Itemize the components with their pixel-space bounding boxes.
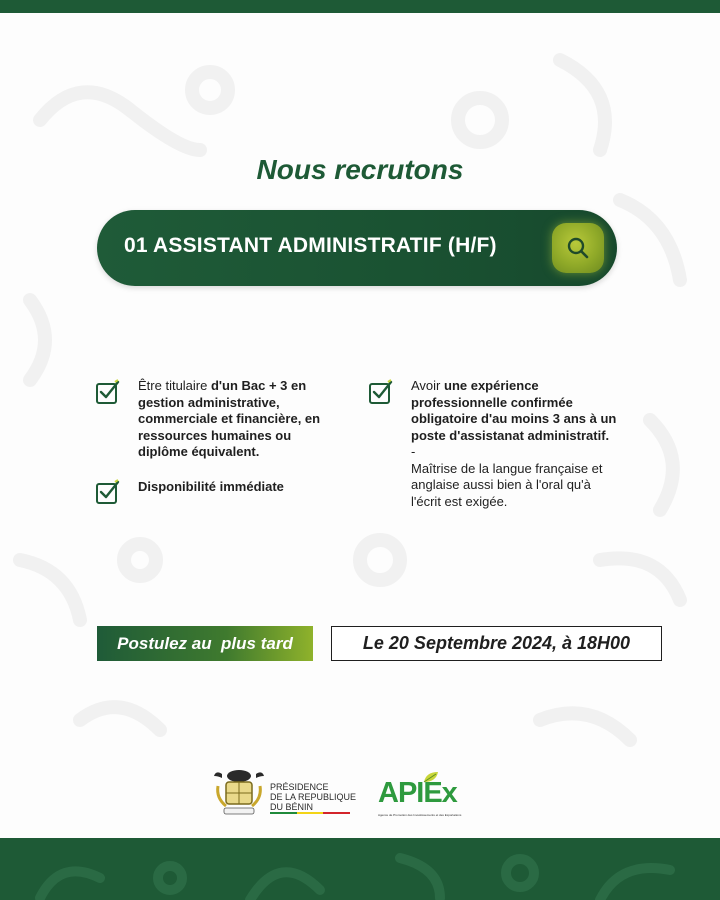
presidency-logo [212, 768, 357, 823]
search-button[interactable] [552, 223, 604, 273]
requirement-separator: - [411, 444, 416, 459]
bottom-bar [0, 838, 720, 900]
top-bar [0, 0, 720, 13]
job-title-banner [97, 210, 617, 286]
benin-coat-of-arms-icon [212, 768, 266, 818]
deadline-date: Le 20 Septembre 2024, à 18H00 [331, 626, 662, 661]
job-title: 01 ASSISTANT ADMINISTRATIF (H/F) [124, 234, 497, 257]
page-title: Nous recrutons [256, 154, 464, 185]
presidency-line2: DE LA REPUBLIQUE [270, 792, 357, 802]
requirement-availability-text: Disponibilité immédiate [138, 479, 284, 494]
requirement-degree [138, 378, 338, 461]
apiex-wordmark: APIEx [378, 777, 457, 809]
checkbox-checked-icon [95, 379, 121, 405]
requirement-degree-pre: Être titulaire [138, 378, 211, 393]
apiex-tagline: Agence de Promotion des Investissements et des Exportations [378, 813, 462, 817]
presidency-text [270, 782, 356, 812]
requirement-availability [138, 479, 338, 496]
checkbox-checked-icon [95, 479, 121, 505]
requirement-experience-bold: une expérience professionnelle confirmée obligatoire d'au moins 3 ans à un poste d'assistanat administratif. [411, 378, 617, 443]
presidency-line1: PRÉSIDENCE [270, 782, 329, 792]
requirement-languages: Maîtrise de la langue française et anglaise aussi bien à l'oral qu'à l'écrit est exigée. [411, 460, 603, 509]
checkbox-checked-icon [368, 379, 394, 405]
requirement-experience [411, 378, 621, 510]
deadline-label: Postulez au plus tard [97, 626, 313, 661]
requirement-degree-bold: d'un Bac + 3 en gestion administrative, commerciale et financière, en ressources humaines ou diplôme équivalent. [138, 378, 321, 459]
requirement-experience-pre: Avoir [411, 378, 444, 393]
presidency-line3: DU BÉNIN [270, 802, 314, 812]
bottom-pattern [0, 838, 720, 900]
benin-flag-stripe [270, 812, 350, 814]
search-icon [565, 235, 591, 261]
